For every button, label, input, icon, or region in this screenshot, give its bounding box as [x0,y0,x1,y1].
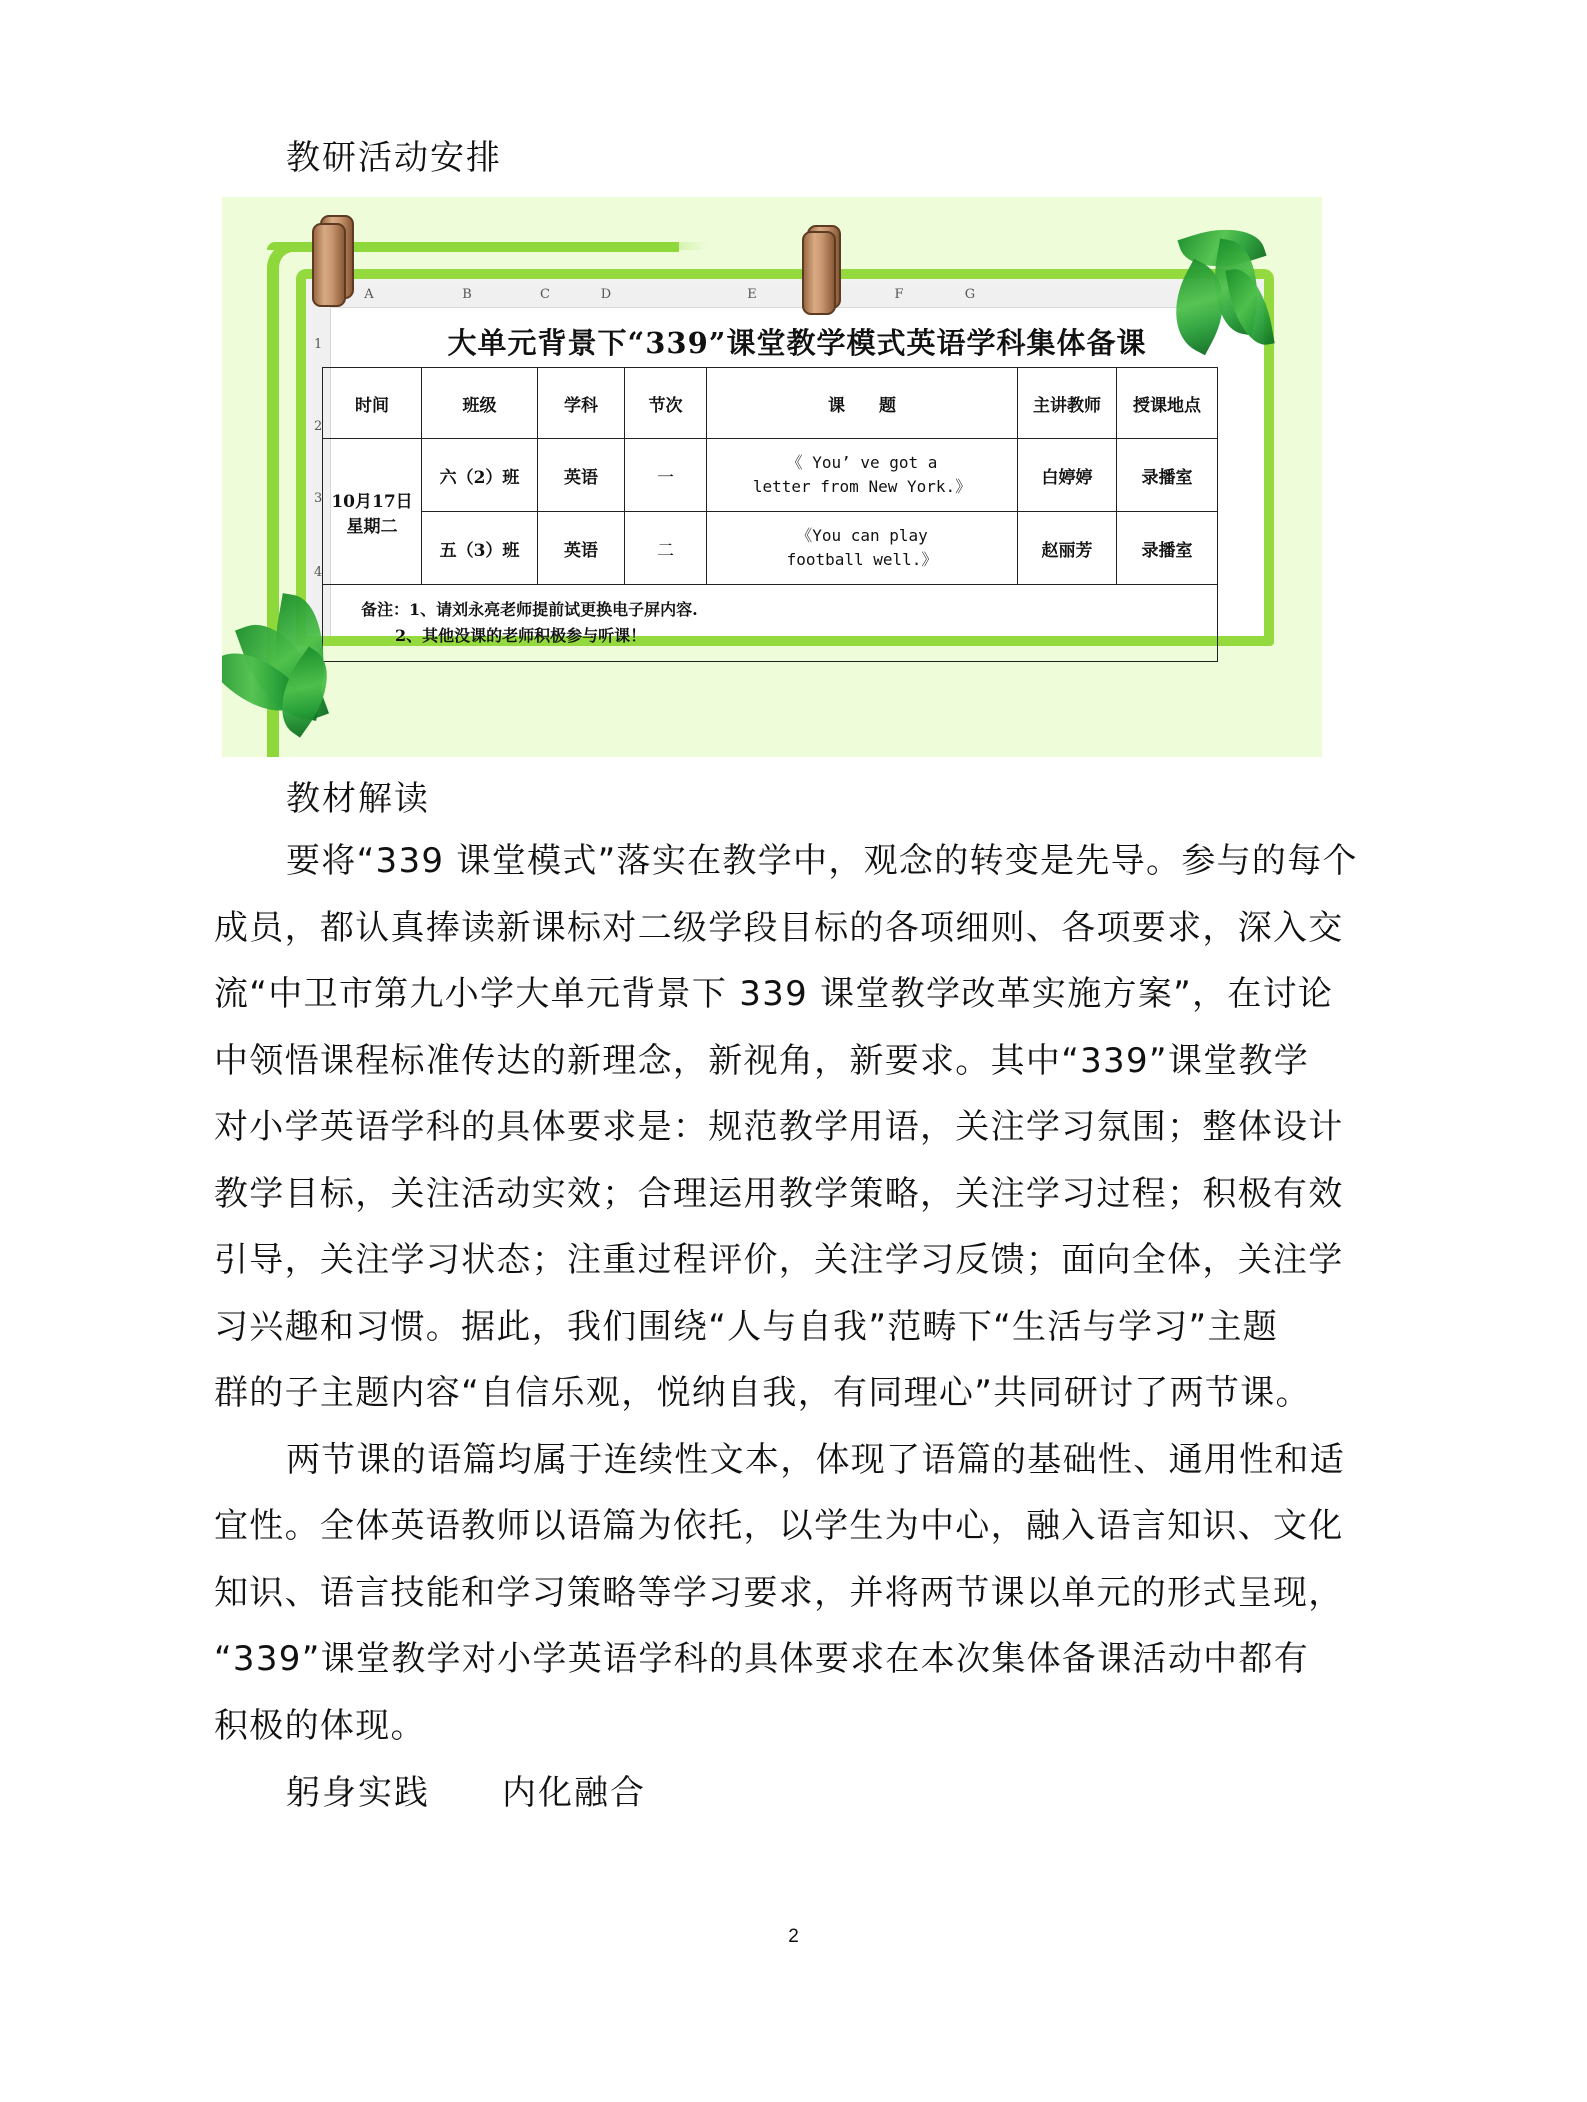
text-line: 宜性。全体英语教师以语篇为依托，以学生为中心，融入语言知识、文化 [214,1506,1344,1546]
text-line: 成员，都认真捧读新课标对二级学段目标的各项细则、各项要求，深入交 [214,907,1344,948]
text-line: 流“中卫市第九小学大单元背景下 339 课堂教学改革实施方案”，在讨论 [214,974,1334,1014]
class-cell: 六（2）班 [422,439,538,512]
column-header: F [894,287,904,302]
column-header: E [747,287,757,302]
location-cell: 录播室 [1117,512,1218,585]
section-heading-schedule: 教研活动安排 [286,138,502,178]
column-header: B [462,287,472,302]
column-header: D [600,287,612,302]
row-header: 4 [314,565,323,580]
header-cell-time: 时间 [323,368,422,439]
header-cell-topic: 课 题 [707,368,1018,439]
text-line: 群的子主题内容“自信乐观，悦纳自我，有同理心”共同研讨了两节课。 [214,1373,1311,1413]
class-cell: 五（3）班 [422,512,538,585]
table-header-row [323,368,1218,439]
text-line: 习兴趣和习惯。据此，我们围绕“人与自我”范畴下“生活与学习”主题 [214,1306,1279,1347]
text-line: 两节课的语篇均属于连续性文本，体现了语篇的基础性、通用性和适 [286,1439,1345,1480]
header-cell-subject: 学科 [538,368,625,439]
header-cell-location: 授课地点 [1117,368,1218,439]
table-row [323,512,1218,585]
column-header: A [364,287,374,302]
topic-line: 《 You’ ve got a [786,453,938,472]
subject-cell: 英语 [538,439,625,512]
paragraph-material-analysis [214,828,1382,1759]
teacher-cell: 白婷婷 [1018,439,1117,512]
text-line: 教学目标，关注活动实效；合理运用教学策略，关注学习过程；积极有效 [214,1173,1344,1214]
teacher-cell: 赵丽芳 [1018,512,1117,585]
remark-cell [323,585,1218,662]
topic-line: 《You can play [796,526,928,545]
remark-row [323,585,1218,662]
remark-line: 备注：1、请刘永亮老师提前试更换电子屏内容. [361,600,698,619]
clothespin-icon [802,231,836,315]
subject-cell: 英语 [538,512,625,585]
topic-cell [707,439,1018,512]
topic-line: football well.》 [786,550,938,569]
clothespin-icon [312,223,346,307]
topic-line: letter from New York.》 [752,477,972,496]
schedule-table [322,367,1218,662]
section-heading-practice: 躬身实践 内化融合 [286,1773,646,1813]
text-line: 积极的体现。 [214,1705,426,1746]
topic-cell [707,512,1018,585]
text-line: 知识、语言技能和学习策略等学习要求，并将两节课以单元的形式呈现， [214,1572,1344,1613]
date-cell [323,439,422,585]
section-heading-material: 教材解读 [286,779,430,819]
column-headers [312,283,1264,308]
column-header: C [540,287,550,302]
row-header: 3 [314,491,323,506]
sheet-title: 大单元背景下“339”课堂教学模式英语学科集体备课 [447,326,1147,360]
period-cell: 二 [625,512,707,585]
text-line: 中领悟课程标准传达的新理念，新视角，新要求。其中“339”课堂教学 [214,1040,1310,1081]
row-header: 2 [314,419,323,434]
text-line: 引导，关注学习状态；注重过程评价，关注学习反馈；面向全体，关注学 [214,1240,1344,1280]
column-header: G [964,287,976,302]
row-header: 1 [314,337,323,352]
schedule-figure [222,197,1322,757]
text-line: 要将“339 课堂模式”落实在教学中，观念的转变是先导。参与的每个 [286,841,1358,881]
header-cell-period: 节次 [625,368,707,439]
date-text: 10月17日 [331,491,413,512]
header-cell-class: 班级 [422,368,538,439]
page-number: 2 [788,1926,799,1947]
table-row [323,439,1218,512]
text-line: 对小学英语学科的具体要求是：规范教学用语，关注学习氛围；整体设计 [214,1107,1344,1147]
text-line: “339”课堂教学对小学英语学科的具体要求在本次集体备课活动中都有 [214,1639,1310,1679]
weekday-text: 星期二 [346,516,398,537]
period-cell: 一 [625,439,707,512]
location-cell: 录播室 [1117,439,1218,512]
remark-line: 2、其他没课的老师积极参与听课！ [395,626,647,645]
header-cell-teacher: 主讲教师 [1018,368,1117,439]
